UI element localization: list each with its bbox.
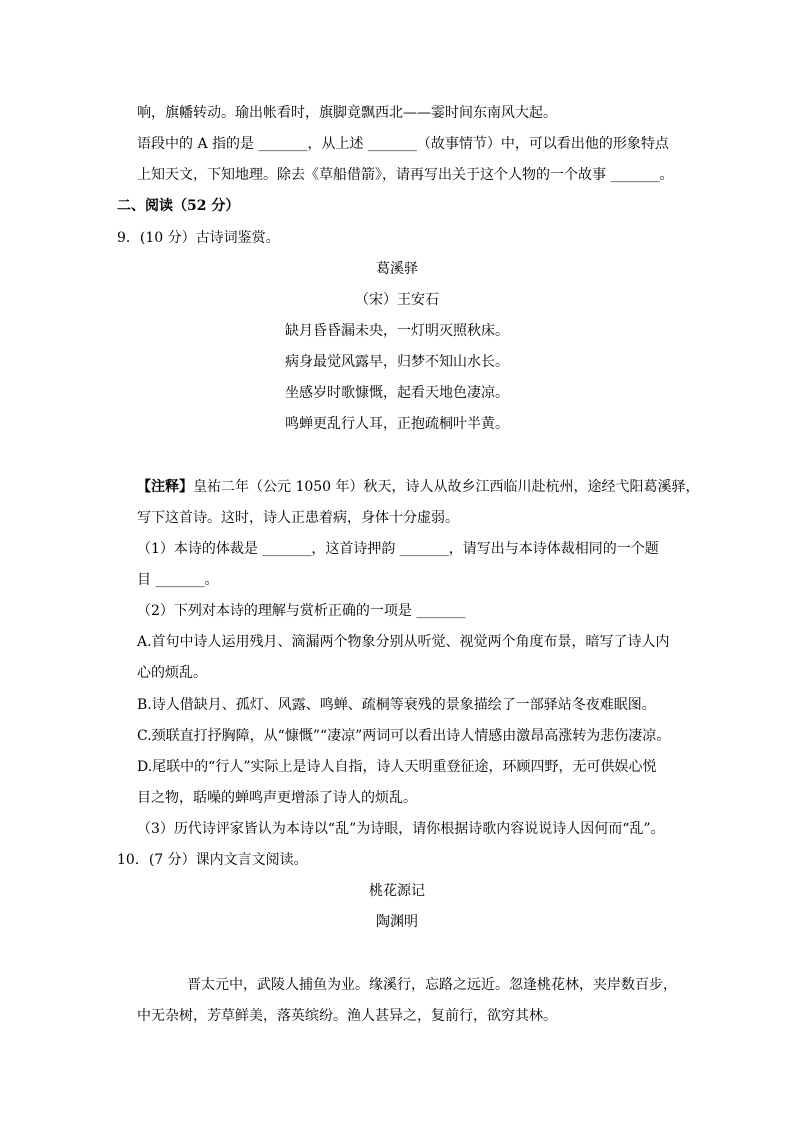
question-text: （3）历代诗评家皆认为本诗以“乱”为诗眼，请你根据诗歌内容说说诗人因何而“乱”。	[137, 821, 665, 837]
essay-paragraph: 晋太元中，武陵人捕鱼为业。缘溪行，忘路之远近。忽逢桃花林，夹岸数百步，	[187, 977, 677, 993]
question-heading: 9．(10 分）古诗词鉴赏。	[117, 230, 280, 246]
essay-paragraph: 中无杂树，芳草鲜美，落英缤纷。渔人甚异之，复前行，欲穷其林。	[137, 1008, 557, 1024]
question-text: 目 _______。	[137, 572, 219, 588]
option-c: C.颈联直打抒胸障，从“慷慨”“凄凉”两词可以看出诗人情感由激昂高涨转为悲伤凄凉。	[137, 728, 671, 744]
question-text: （1）本诗的体裁是 _______，这首诗押韵 _______，请写出与本诗体裁相同的一个题	[137, 541, 659, 557]
poem-title: 葛溪驿	[376, 261, 418, 277]
poem-author: （宋）王安石	[355, 292, 439, 308]
essay-author: 陶渊明	[376, 914, 418, 930]
annotation	[137, 477, 700, 497]
poem-line: 鸣蝉更乱行人耳，正抱疏桐叶半黄。	[285, 416, 509, 432]
question-heading: 10．(7 分）课内文言文阅读。	[117, 852, 308, 868]
annotation-text: 写下这首诗。这时，诗人正患着病，身体十分虚弱。	[137, 510, 459, 526]
option-b: B.诗人借缺月、孤灯、风露、鸣蝉、疏桐等衰残的景象描绘了一部驿站冬夜难眠图。	[137, 697, 656, 713]
essay-title: 桃花源记	[369, 883, 425, 899]
section-heading: 二、阅读（52 分）	[117, 198, 240, 214]
poem-line: 缺月昏昏漏未央，一灯明灭照秋床。	[285, 323, 509, 339]
question-text: （2）下列对本诗的理解与赏析正确的一项是 _______	[137, 603, 466, 619]
annotation-text: 皇祐二年（公元 1050 年）秋天，诗人从故乡江西临川赴杭州，途经弋阳葛溪驿，	[193, 479, 700, 495]
poem-line: 病身最觉风露早，归梦不知山水长。	[285, 354, 509, 370]
option-d: D.尾联中的“行人”实际上是诗人自指，诗人天明重登征途，环顾四野，无可供娱心悦	[137, 759, 657, 775]
option-a: A.首句中诗人运用残月、滴漏两个物象分别从听觉、视觉两个角度布景，暗写了诗人内	[137, 634, 670, 650]
text-line: 响，旗幡转动。瑜出帐看时，旗脚竟飘西北——霎时间东南风大起。	[137, 105, 557, 121]
option-a: 心的烦乱。	[137, 665, 207, 681]
question-text: 语段中的 A 指的是 _______，从上述 _______（故事情节）中，可以看出他的形象特点	[137, 136, 669, 152]
option-d: 目之物，聒噪的蝉鸣声更增添了诗人的烦乱。	[137, 790, 417, 806]
question-text: 上知天文，下知地理。除去《草船借箭》，请再写出关于这个人物的一个故事 _______。	[137, 167, 674, 183]
poem-line: 坐感岁时歌慷慨，起看天地色凄凉。	[285, 385, 509, 401]
annotation-label: 【注释】	[137, 479, 193, 495]
